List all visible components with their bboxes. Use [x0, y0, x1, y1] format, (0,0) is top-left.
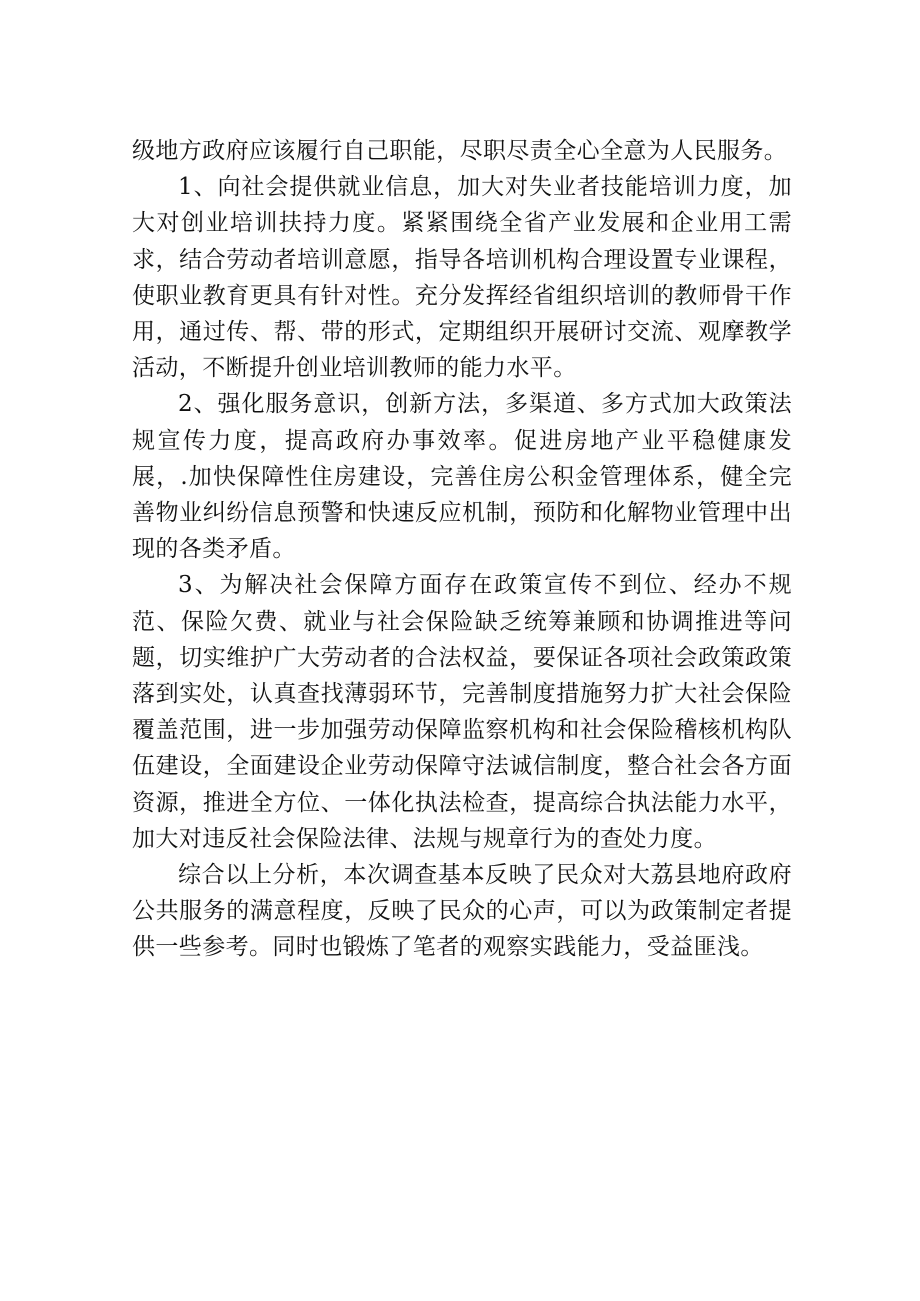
- paragraph-conclusion: 综合以上分析，本次调查基本反映了民众对大荔县地府政府公共服务的满意程度，反映了民众的心声，可以为政策制定者提供一些参考。同时也锻炼了笔者的观察实践能力，受益匪浅。: [132, 862, 792, 961]
- paragraph-item-1: 1、向社会提供就业信息，加大对失业者技能培训力度，加大对创业培训扶持力度。紧紧围绕全省产业发展和企业用工需求，结合劳动者培训意愿，指导各培训机构合理设置专业课程，使职业教育更具有针对性。充分发挥经省组织培训的教师骨干作用，通过传、帮、带的形式，定期组织开展研讨交流、观摩教学活动，不断提升创业培训教师的能力水平。: [132, 174, 792, 382]
- paragraph-item-2: 2、强化服务意识，创新方法，多渠道、多方式加大政策法规宣传力度，提高政府办事效率。促进房地产业平稳健康发展，.加快保障性住房建设，完善住房公积金管理体系，健全完善物业纠纷信息预警和快速反应机制，预防和化解物业管理中出现的各类矛盾。: [132, 391, 792, 563]
- paragraph-continuation: 级地方政府应该履行自己职能，尽职尽责全心全意为人民服务。: [132, 138, 788, 164]
- document-body: [132, 133, 792, 966]
- paragraph-item-3: 3、为解决社会保障方面存在政策宣传不到位、经办不规范、保险欠费、就业与社会保险缺乏统筹兼顾和协调推进等问题，切实维护广大劳动者的合法权益，要保证各项社会政策政策落到实处，认真查找薄弱环节，完善制度措施努力扩大社会保险覆盖范围，进一步加强劳动保障监察机构和社会保险稽核机构队伍建设，全面建设企业劳动保障守法诚信制度，整合社会各方面资源，推进全方位、一体化执法检查，提高综合执法能力水平，加大对违反社会保险法律、法规与规章行为的查处力度。: [132, 572, 792, 852]
